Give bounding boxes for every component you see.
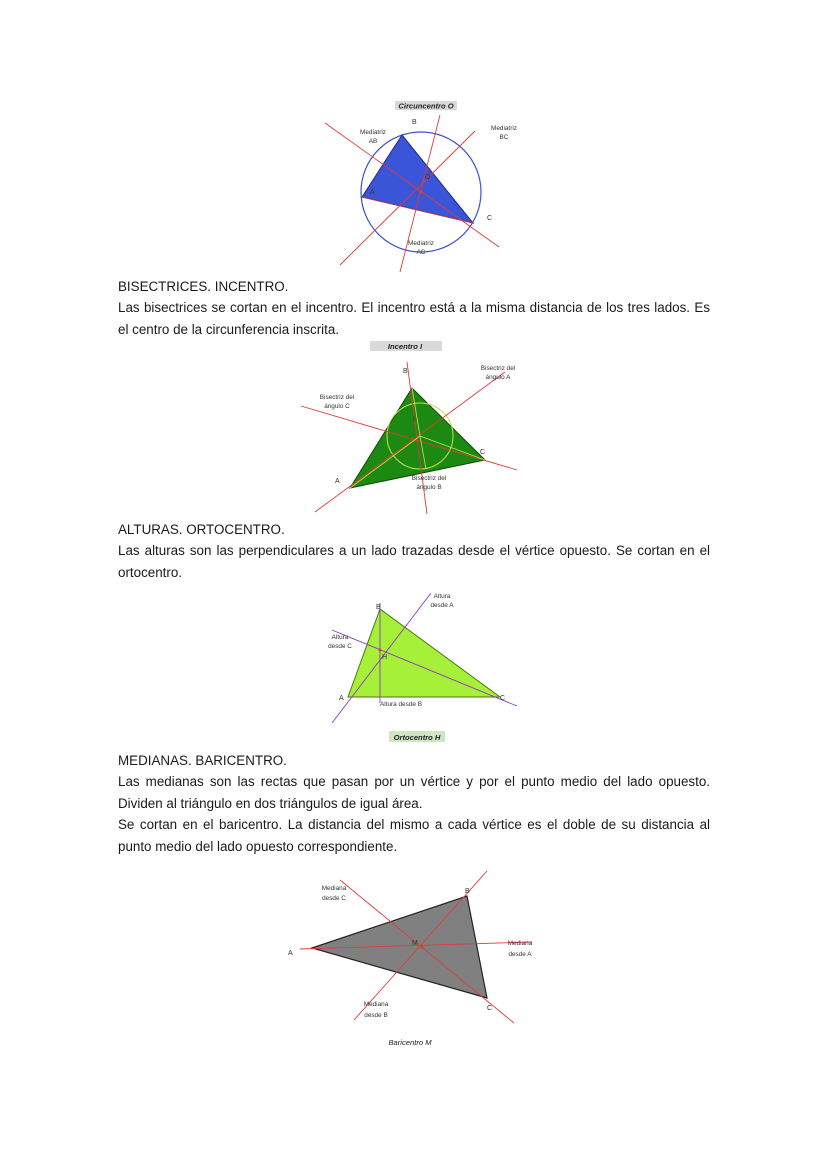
vertex-a-label: A (370, 189, 375, 196)
incentro-figure (295, 338, 535, 516)
vertex-a-label: A (288, 950, 293, 957)
mediana-a-label-1: Mediana (507, 940, 533, 947)
altura-c-label-2: desde C (328, 643, 352, 650)
circumcenter-label: O (425, 174, 431, 181)
altura-a-label-2: desde A (430, 602, 454, 609)
vertex-a-label: A (339, 695, 344, 702)
ortocentro-figure (310, 585, 530, 747)
medianas-text-1: Las medianas son las rectas que pasan por un vértice y por el punto medio del lado opuesto. Dividen al triángulo en dos triángulos de igual área. (118, 774, 710, 811)
ortocentro-triangle (348, 609, 500, 697)
baricentro-triangle (312, 896, 487, 998)
vertex-b-label: B (376, 604, 381, 611)
vertex-b-label: B (465, 888, 470, 895)
baricentro-figure (282, 868, 542, 1052)
vertex-c-label: C (480, 449, 486, 456)
bisectriz-c-label-2: ángulo C (324, 403, 350, 410)
mediatriz-ab-line (325, 123, 499, 247)
orthocenter-label: H (382, 654, 388, 661)
mediatriz-ab-label-1: Mediatriz (360, 129, 386, 136)
bisectriz-b-label-1: Bisectriz del (411, 475, 447, 482)
circumcenter-point (419, 190, 422, 193)
incentro-caption: Incentro I (387, 342, 423, 351)
circuncentro-caption: Circuncentro O (398, 101, 454, 111)
barycenter-point (420, 945, 423, 948)
baricentro-caption: Baricentro M (388, 1038, 432, 1047)
bisectrices-text: Las bisectrices se cortan en el incentro. El incentro está a la misma distancia de los tres lados. Es el centro de la circunferencia inscrita. (118, 300, 710, 337)
mediana-a-label-2: desde A (508, 951, 532, 958)
mediatriz-bc-label-2: BC (499, 134, 509, 141)
bisectriz-b-label-2: ángulo B (416, 484, 442, 491)
mediana-b-label-2: desde B (364, 1012, 388, 1019)
medianas-heading: MEDIANAS. BARICENTRO. (118, 753, 287, 768)
mediana-b-label-1: Mediana (363, 1001, 389, 1008)
altura-c-label-1: Altura (331, 634, 349, 641)
vertex-c-label: C (487, 1005, 493, 1012)
altura-b-label: Altura desde B (380, 701, 422, 708)
mediana-c-label-2: desde C (322, 895, 346, 902)
mediatriz-ac-label-1: Mediatriz (408, 240, 434, 247)
altura-a-label-1: Altura (433, 593, 451, 600)
mediana-c-label-1: Mediana (321, 885, 347, 892)
mediatriz-ab-label-2: AB (368, 138, 378, 145)
mediatriz-bc-label-1: Mediatriz (491, 125, 517, 132)
ortocentro-caption: Ortocentro H (393, 733, 441, 742)
vertex-c-label: C (500, 695, 506, 702)
vertex-b-label: B (403, 368, 408, 375)
vertex-b-label: B (412, 119, 417, 126)
vertex-a-label: A (335, 478, 340, 485)
medianas-text-2: Se cortan en el baricentro. La distancia del mismo a cada vértice es el doble de su distancia al punto medio del lado opuesto correspondiente. (118, 817, 710, 854)
alturas-text: Las alturas son las perpendiculares a un lado trazadas desde el vértice opuesto. Se cortan en el ortocentro. (118, 543, 710, 580)
bisectriz-a-label-1: Bisectriz del (480, 365, 516, 372)
bisectriz-a-label-2: ángulo A (485, 374, 511, 381)
circuncentro-figure (300, 95, 540, 275)
bisectrices-heading: BISECTRICES. INCENTRO. (118, 279, 289, 294)
barycenter-label: M (412, 940, 418, 947)
vertex-c-label: C (487, 215, 493, 222)
alturas-heading: ALTURAS. ORTOCENTRO. (118, 522, 285, 537)
mediatriz-ac-label-2: AC (416, 249, 426, 256)
orthocenter-point (379, 649, 382, 652)
incenter-label: I (413, 416, 415, 423)
bisectriz-c-label-1: Bisectriz del (319, 394, 355, 401)
